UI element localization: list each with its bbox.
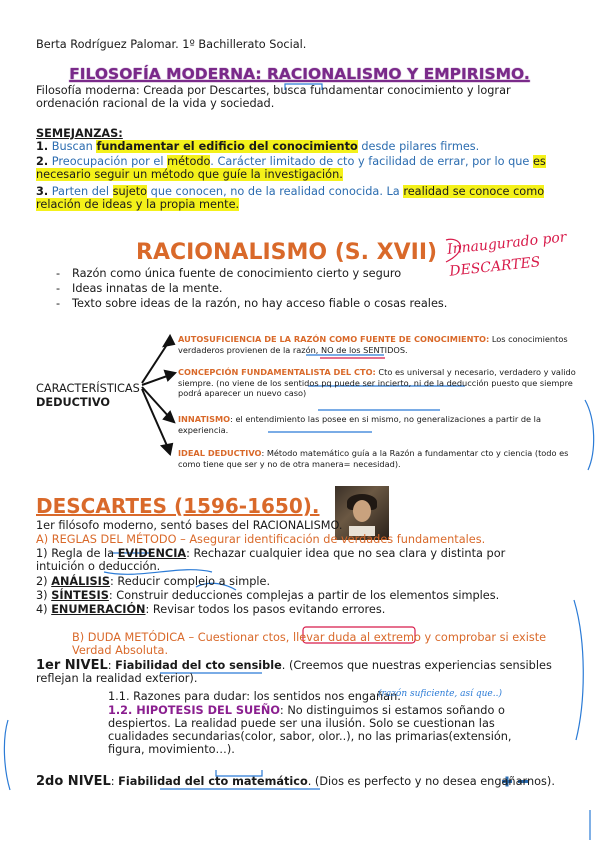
rule-key: EVIDENCIA	[117, 547, 187, 560]
reason-1: 1.1. Razones para dudar: los sentidos nos engañan.	[108, 690, 401, 703]
characteristic-heading: INNATISMO	[178, 414, 231, 424]
nivel-label: 2do NIVEL	[36, 774, 111, 789]
rule-3: 3) SÍNTESIS: Construir deducciones complejas a partir de los elementos simples.	[36, 589, 500, 602]
nivel-label: 1er NIVEL	[36, 658, 108, 673]
bracket-mark	[446, 239, 460, 262]
highlight: método	[167, 155, 211, 168]
section-a-heading: A) REGLAS DEL MÉTODO – Asegurar identificación de verdades fundamentales.	[36, 533, 486, 546]
reason-2: 1.2. HIPOTESIS DEL SUEÑO: No distinguimos si estamos soñando o despiertos. La realidad puede ser una ilusión. Solo se cuestionan las cualidades secundarias(color, sabor, olor..), no las primarias(extensión, figura, movimiento…).	[108, 704, 512, 756]
semejanza-item-3: 3. Parten del sujeto que conocen, no de la realidad conocida. La realidad se conoce como relación de ideas y la propia mente.	[36, 185, 545, 211]
rule-1: 1) Regla de la EVIDENCIA: Rechazar cualquier idea que no sea clara y distinta por intuición o deducción.	[36, 547, 506, 573]
list-item: - Razón como única fuente de conocimiento cierto y seguro	[56, 266, 447, 281]
highlight: sujeto	[112, 185, 148, 198]
nivel-key: Fiabilidad del cto matemático	[118, 775, 308, 788]
item-number: 2.	[36, 155, 49, 168]
rule-4: 4) ENUMERACIÓN: Revisar todos los pasos evitando errores.	[36, 603, 386, 616]
item-number: 1.	[36, 140, 49, 153]
intro-paragraph: Filosofía moderna: Creada por Descartes, busca fundamentar conocimiento y lograr ordenación racional de la vida y sociedad.	[36, 84, 511, 110]
arrow-head	[165, 371, 175, 380]
characteristic-heading: AUTOSUFICIENCIA DE LA RAZÓN COMO FUENTE DE CONOCIMIENTO:	[178, 334, 490, 344]
section-b-heading: B) DUDA METÓDICA – Cuestionar ctos, llevar duda al extremo y comprobar si existe Verdad Absoluta.	[72, 631, 547, 657]
list-item: - Texto sobre ideas de la razón, no hay acceso fiable o cosas reales.	[56, 296, 447, 311]
characteristic-2: CONCEPCIÓN FUNDAMENTALISTA DEL CTO: Cto es universal y necesario, verdadero y valido siempre. (no viene de los sentidos pq puede ser incierto, ni de la deducción puesto que siempre podrá aparecer un nuevo caso)	[178, 367, 576, 398]
descartes-title: DESCARTES (1596-1650).	[36, 494, 320, 518]
descartes-intro: 1er filósofo moderno, sentó bases del RACIONALISMO.	[36, 519, 343, 532]
rule-key: ENUMERACIÓN	[51, 603, 146, 616]
margin-mark	[4, 720, 10, 790]
reason-label: 1.2. HIPOTESIS DEL SUEÑO	[108, 704, 280, 717]
characteristic-3: INNATISMO: el entendimiento las posee en si mismo, no generalizaciones a partir de la experiencia.	[178, 414, 541, 435]
rule-key: SÍNTESIS	[51, 589, 109, 602]
handwritten-note: (razón suficiente, así que..)	[378, 689, 502, 699]
characteristics-label: CARACTERÍSTICAS	[36, 382, 140, 395]
nivel-1: 1er NIVEL: Fiabilidad del cto sensible. (Creemos que nuestras experiencias sensibles reflejan la realidad exterior).	[36, 658, 552, 685]
highlight: es necesario seguir un método que guíe la investigación.	[36, 155, 546, 181]
descartes-portrait	[335, 486, 389, 540]
rule-key: ANÁLISIS	[51, 575, 111, 588]
bracket-mark	[285, 84, 322, 90]
semejanzas-heading: SEMEJANZAS:	[36, 127, 123, 140]
nivel-key: Fiabilidad del cto sensible	[115, 659, 282, 672]
characteristic-heading: IDEAL DEDUCTIVO	[178, 448, 262, 458]
arrow-head	[162, 444, 172, 454]
characteristic-heading: CONCEPCIÓN FUNDAMENTALISTA DEL CTO:	[178, 367, 376, 377]
characteristics-sublabel: DEDUCTIVO	[36, 396, 110, 409]
nivel-2: 2do NIVEL: Fiabilidad del cto matemático. (Dios es perfecto y no desea engañarnos).	[36, 774, 555, 789]
item-number: 3.	[36, 185, 49, 198]
racionalismo-title: RACIONALISMO (S. XVII)	[136, 240, 438, 265]
characteristic-4: IDEAL DEDUCTIVO: Método matemático guía a la Razón a fundamentar cto y ciencia (todo es como tiene que ser y no de otra manera= necesidad).	[178, 448, 569, 469]
document-title: FILOSOFÍA MODERNA: RACIONALISMO Y EMPIRISMO.	[69, 65, 530, 83]
margin-mark	[585, 400, 594, 470]
arrows	[142, 336, 175, 454]
semejanza-item-2: 2. Preocupación por el método. Carácter limitado de cto y facilidad de errar, por lo que es necesario seguir un método que guíe la investigación.	[36, 155, 546, 181]
portrait-face	[353, 500, 371, 522]
highlight: fundamentar el edificio del conocimiento	[96, 140, 358, 153]
rule-2: 2) ANÁLISIS: Reducir complejo a simple.	[36, 575, 271, 588]
characteristic-1: AUTOSUFICIENCIA DE LA RAZÓN COMO FUENTE DE CONOCIMIENTO: Los conocimientos verdaderos provienen de la razón, NO de los SENTIDOS.	[178, 334, 568, 355]
arrow-line	[142, 387, 170, 418]
list-item: - Ideas innatas de la mente.	[56, 281, 447, 296]
author-line: Berta Rodríguez Palomar. 1º Bachillerato Social.	[36, 38, 307, 51]
highlight: realidad se conoce como relación de ideas y la propia mente.	[36, 185, 545, 211]
arrow-head	[164, 336, 174, 346]
handwritten-note: Innaugurado por DESCARTES	[446, 229, 568, 280]
semejanza-item-1: 1. Buscan fundamentar el edificio del conocimiento desde pilares firmes.	[36, 140, 480, 153]
